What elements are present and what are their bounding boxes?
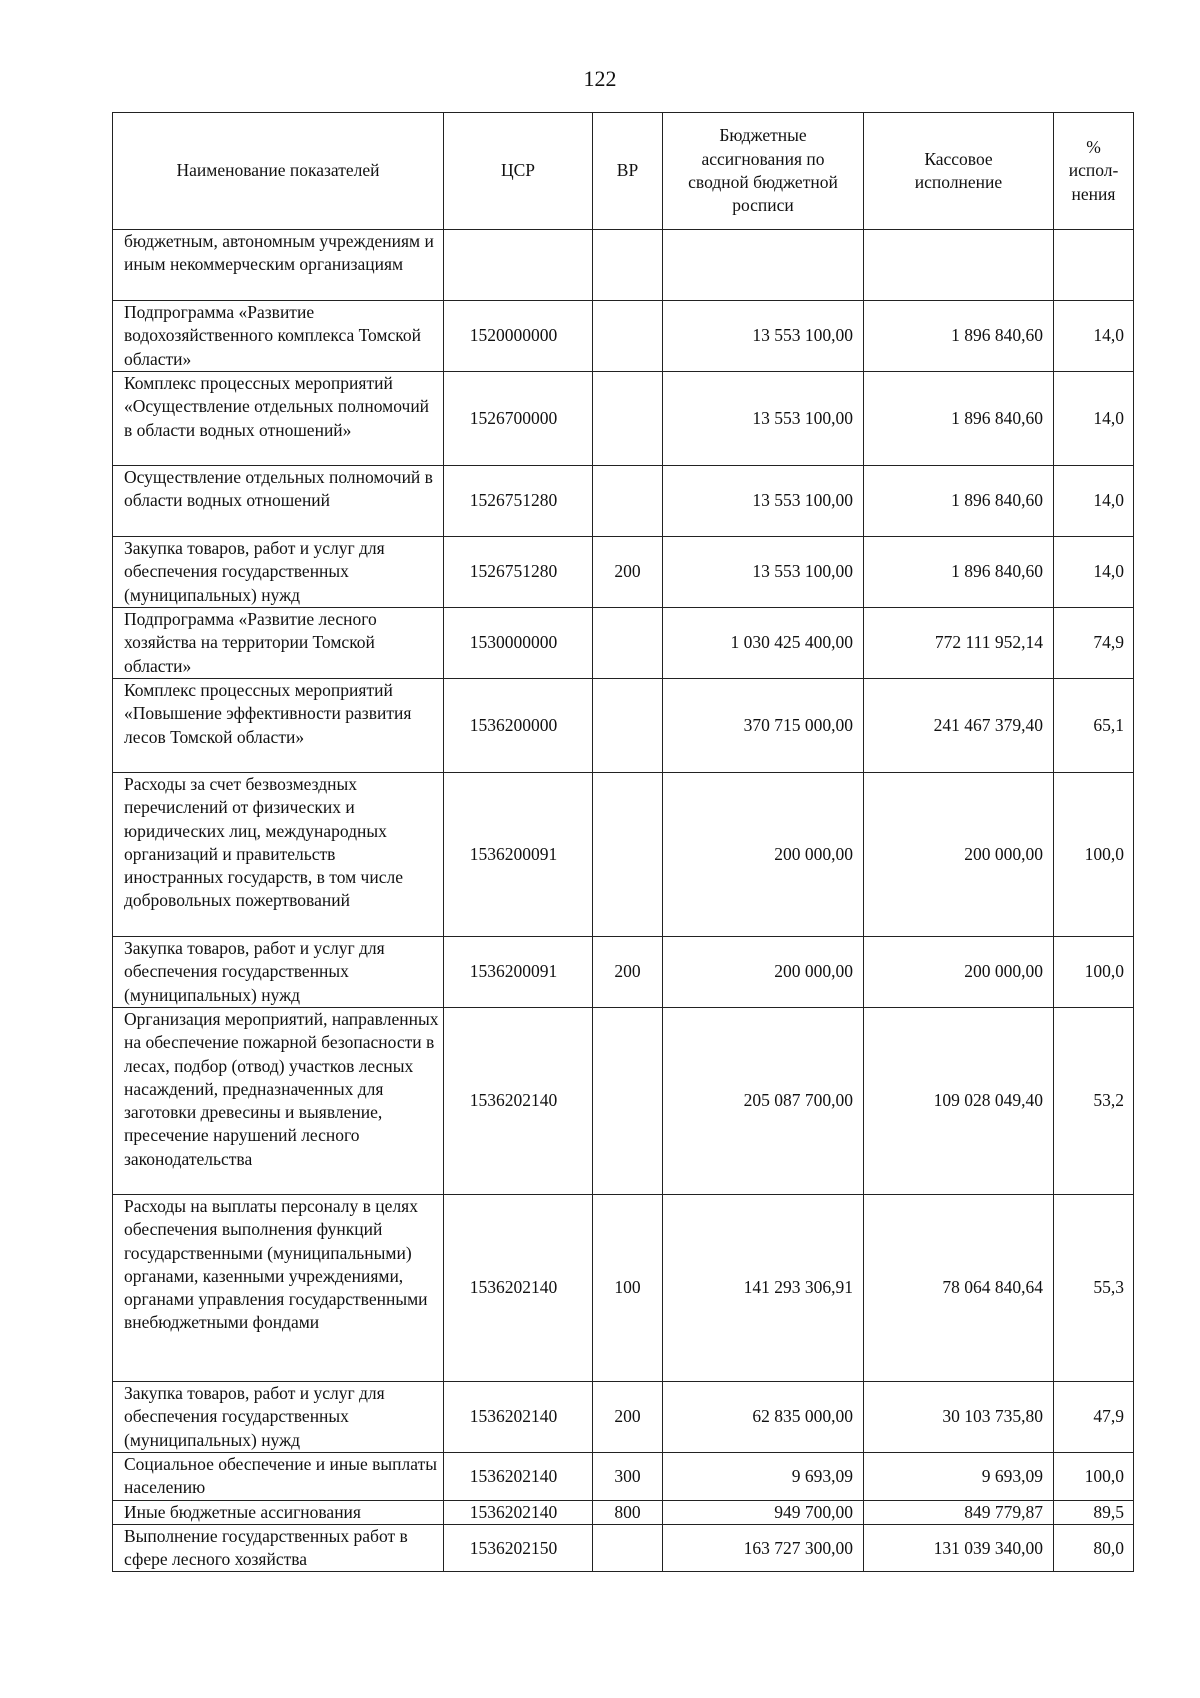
cell-vr: 300 <box>593 1453 663 1501</box>
cell-name: Расходы за счет безвозмездных перечислений от физических и юридических лиц, международных организаций и правительств иностранных государств, в том числе добровольных пожертвований <box>113 773 444 937</box>
cell-cash: 9 693,09 <box>864 1453 1054 1501</box>
header-budget: Бюджетные ассигнования по сводной бюджетной росписи <box>663 113 864 230</box>
cell-cash: 200 000,00 <box>864 937 1054 1008</box>
cell-vr <box>593 230 663 301</box>
cell-percent: 14,0 <box>1054 537 1134 608</box>
cell-percent: 100,0 <box>1054 773 1134 937</box>
budget-execution-table <box>112 112 1134 1572</box>
cell-budget <box>663 230 864 301</box>
cell-percent: 14,0 <box>1054 301 1134 372</box>
cell-vr <box>593 301 663 372</box>
cell-budget: 13 553 100,00 <box>663 466 864 537</box>
cell-budget: 1 030 425 400,00 <box>663 608 864 679</box>
cell-cash: 200 000,00 <box>864 773 1054 937</box>
cell-budget: 205 087 700,00 <box>663 1008 864 1195</box>
cell-name: Расходы на выплаты персоналу в целях обеспечения выполнения функций государственными (муниципальными) органами, казенными учреждениями, органами управления государственными внебюджетными фондами <box>113 1195 444 1382</box>
cell-percent: 55,3 <box>1054 1195 1134 1382</box>
cell-percent <box>1054 230 1134 301</box>
cell-percent: 14,0 <box>1054 466 1134 537</box>
table-row <box>113 937 1134 1008</box>
cell-budget: 200 000,00 <box>663 937 864 1008</box>
cell-percent: 100,0 <box>1054 937 1134 1008</box>
cell-cash: 849 779,87 <box>864 1500 1054 1524</box>
cell-csr: 1526751280 <box>444 537 593 608</box>
cell-budget: 163 727 300,00 <box>663 1524 864 1572</box>
table-row <box>113 1382 1134 1453</box>
cell-name: Иные бюджетные ассигнования <box>113 1500 444 1524</box>
cell-name: Осуществление отдельных полномочий в области водных отношений <box>113 466 444 537</box>
cell-csr: 1536202140 <box>444 1195 593 1382</box>
cell-budget: 13 553 100,00 <box>663 372 864 466</box>
table-row <box>113 773 1134 937</box>
cell-budget: 62 835 000,00 <box>663 1382 864 1453</box>
cell-vr: 800 <box>593 1500 663 1524</box>
table-row <box>113 1524 1134 1572</box>
table-row <box>113 1008 1134 1195</box>
cell-cash: 131 039 340,00 <box>864 1524 1054 1572</box>
cell-cash: 1 896 840,60 <box>864 372 1054 466</box>
cell-name: Закупка товаров, работ и услуг для обеспечения государственных (муниципальных) нужд <box>113 1382 444 1453</box>
cell-name: Подпрограмма «Развитие водохозяйственного комплекса Томской области» <box>113 301 444 372</box>
cell-csr <box>444 230 593 301</box>
table-row <box>113 608 1134 679</box>
cell-budget: 141 293 306,91 <box>663 1195 864 1382</box>
cell-csr: 1536200091 <box>444 937 593 1008</box>
table-header-row <box>113 113 1134 230</box>
cell-csr: 1536202150 <box>444 1524 593 1572</box>
cell-csr: 1536200091 <box>444 773 593 937</box>
cell-vr <box>593 466 663 537</box>
header-name: Наименование показателей <box>113 113 444 230</box>
cell-name: Выполнение государственных работ в сфере лесного хозяйства <box>113 1524 444 1572</box>
cell-vr <box>593 1008 663 1195</box>
table-row <box>113 301 1134 372</box>
cell-name: Социальное обеспечение и иные выплаты населению <box>113 1453 444 1501</box>
table-row <box>113 679 1134 773</box>
cell-vr: 200 <box>593 1382 663 1453</box>
header-csr: ЦСР <box>444 113 593 230</box>
cell-percent: 14,0 <box>1054 372 1134 466</box>
cell-name: Подпрограмма «Развитие лесного хозяйства на территории Томской области» <box>113 608 444 679</box>
cell-csr: 1536202140 <box>444 1008 593 1195</box>
header-percent: % испол-нения <box>1054 113 1134 230</box>
cell-name: Комплекс процессных мероприятий «Повышение эффективности развития лесов Томской области» <box>113 679 444 773</box>
cell-budget: 200 000,00 <box>663 773 864 937</box>
cell-budget: 13 553 100,00 <box>663 301 864 372</box>
cell-vr <box>593 372 663 466</box>
cell-vr: 100 <box>593 1195 663 1382</box>
table-row <box>113 1500 1134 1524</box>
cell-name: Закупка товаров, работ и услуг для обеспечения государственных (муниципальных) нужд <box>113 937 444 1008</box>
cell-csr: 1526700000 <box>444 372 593 466</box>
cell-cash: 772 111 952,14 <box>864 608 1054 679</box>
table-row <box>113 1453 1134 1501</box>
cell-cash <box>864 230 1054 301</box>
cell-percent: 65,1 <box>1054 679 1134 773</box>
header-vr: ВР <box>593 113 663 230</box>
cell-name: Комплекс процессных мероприятий «Осуществление отдельных полномочий в области водных отношений» <box>113 372 444 466</box>
cell-percent: 80,0 <box>1054 1524 1134 1572</box>
cell-cash: 78 064 840,64 <box>864 1195 1054 1382</box>
cell-vr: 200 <box>593 537 663 608</box>
cell-cash: 109 028 049,40 <box>864 1008 1054 1195</box>
table-row <box>113 466 1134 537</box>
cell-budget: 13 553 100,00 <box>663 537 864 608</box>
cell-vr <box>593 773 663 937</box>
table-row <box>113 537 1134 608</box>
cell-name: Закупка товаров, работ и услуг для обеспечения государственных (муниципальных) нужд <box>113 537 444 608</box>
cell-percent: 100,0 <box>1054 1453 1134 1501</box>
table-row <box>113 1195 1134 1382</box>
cell-percent: 47,9 <box>1054 1382 1134 1453</box>
cell-vr <box>593 1524 663 1572</box>
table-row <box>113 372 1134 466</box>
cell-cash: 1 896 840,60 <box>864 301 1054 372</box>
cell-csr: 1536202140 <box>444 1500 593 1524</box>
cell-budget: 370 715 000,00 <box>663 679 864 773</box>
cell-name: бюджетным, автономным учреждениям и иным некоммерческим организациям <box>113 230 444 301</box>
page-number: 122 <box>583 66 617 91</box>
cell-vr <box>593 679 663 773</box>
cell-vr <box>593 608 663 679</box>
cell-budget: 9 693,09 <box>663 1453 864 1501</box>
cell-csr: 1530000000 <box>444 608 593 679</box>
cell-percent: 74,9 <box>1054 608 1134 679</box>
cell-cash: 30 103 735,80 <box>864 1382 1054 1453</box>
cell-csr: 1520000000 <box>444 301 593 372</box>
cell-budget: 949 700,00 <box>663 1500 864 1524</box>
cell-csr: 1536202140 <box>444 1453 593 1501</box>
cell-csr: 1536200000 <box>444 679 593 773</box>
header-cash: Кассовое исполнение <box>864 113 1054 230</box>
cell-cash: 1 896 840,60 <box>864 466 1054 537</box>
cell-cash: 1 896 840,60 <box>864 537 1054 608</box>
cell-name: Организация мероприятий, направленных на обеспечение пожарной безопасности в лесах, подбор (отвод) участков лесных насаждений, предназначенных для заготовки древесины и выявление, пресечение нарушений лесного законодательства <box>113 1008 444 1195</box>
cell-percent: 89,5 <box>1054 1500 1134 1524</box>
cell-cash: 241 467 379,40 <box>864 679 1054 773</box>
cell-vr: 200 <box>593 937 663 1008</box>
cell-csr: 1536202140 <box>444 1382 593 1453</box>
table-row <box>113 230 1134 301</box>
cell-percent: 53,2 <box>1054 1008 1134 1195</box>
cell-csr: 1526751280 <box>444 466 593 537</box>
